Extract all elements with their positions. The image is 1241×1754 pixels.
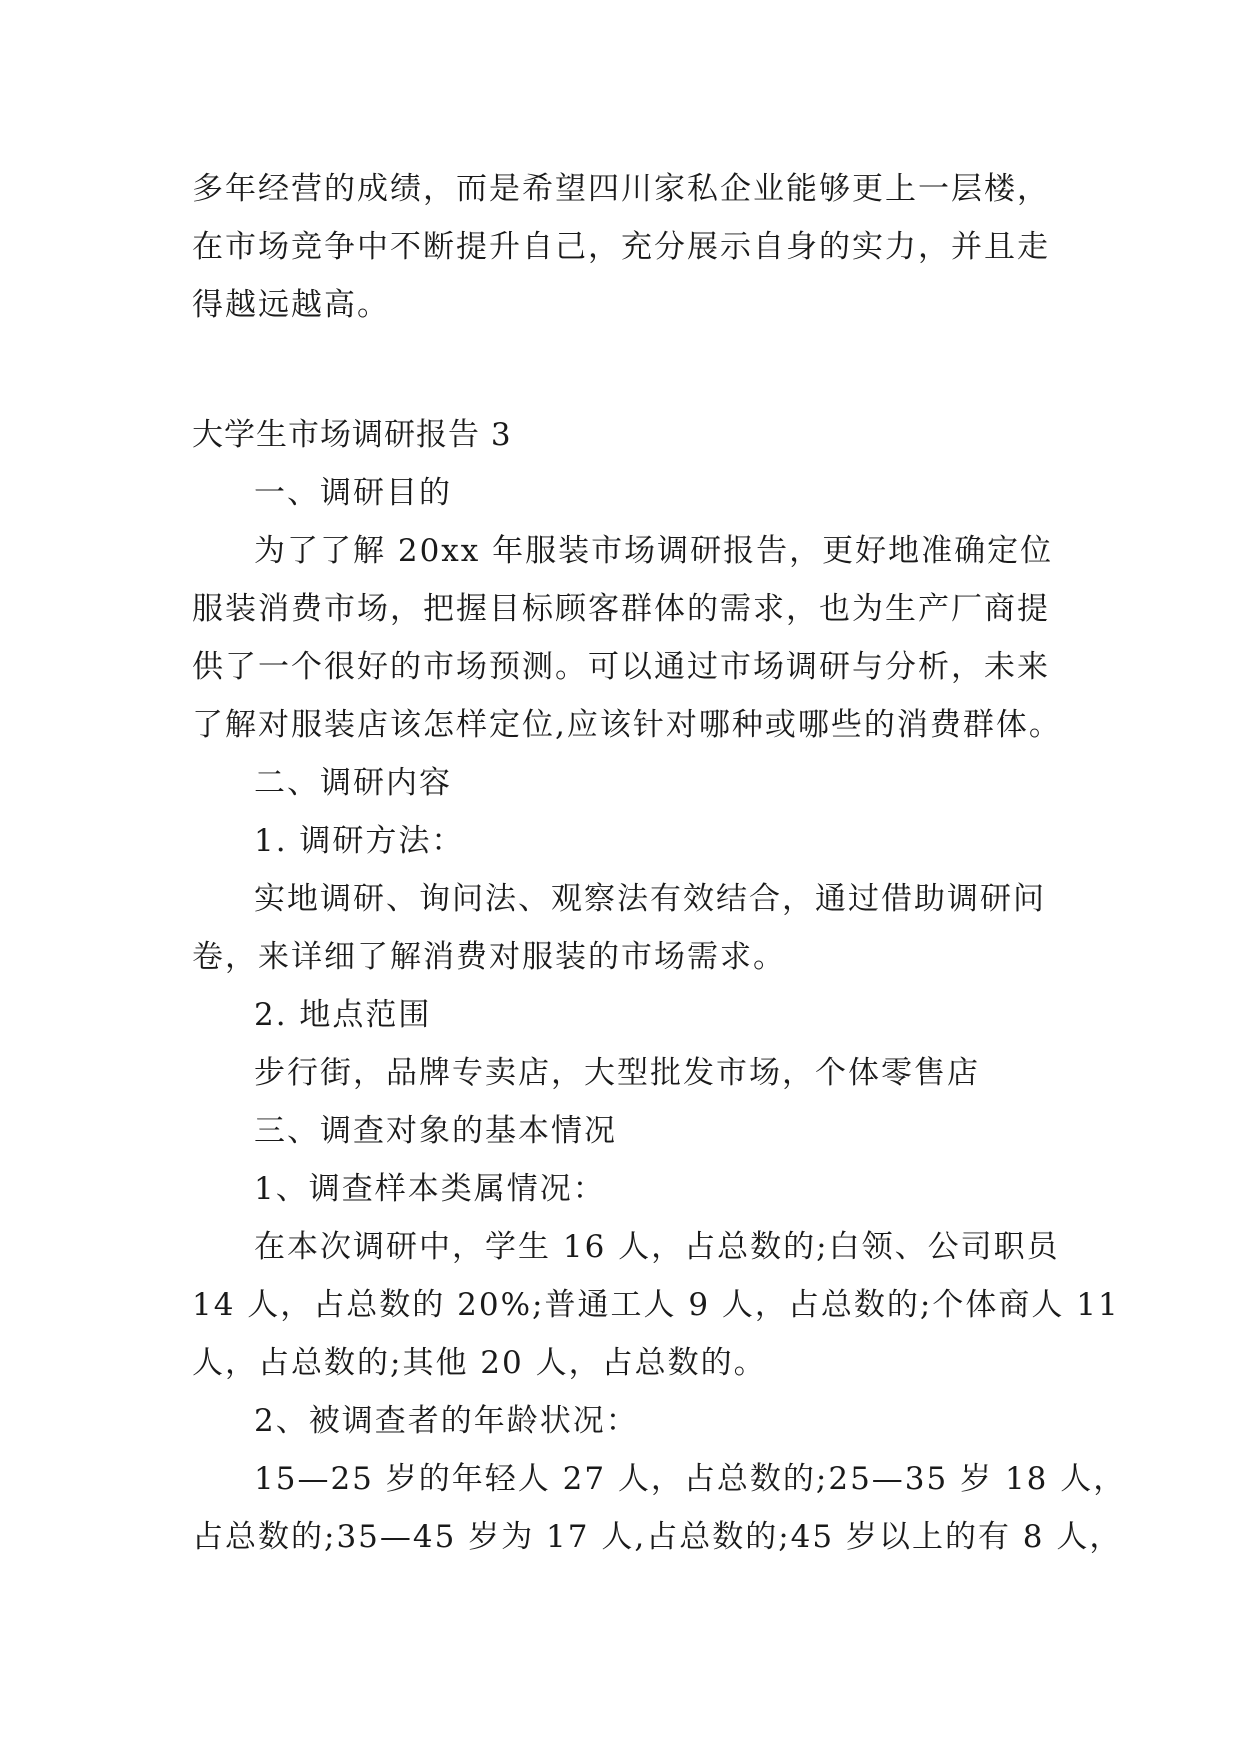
section-heading-purpose: 一、调研目的: [254, 475, 452, 511]
method-line: 实地调研、询问法、观察法有效结合，通过借助调研问: [254, 881, 1046, 917]
purpose-line: 供了一个很好的市场预测。可以通过市场调研与分析，未来: [192, 649, 1050, 685]
section-heading-subjects: 三、调查对象的基本情况: [254, 1113, 617, 1149]
sample-line: 在本次调研中，学生 16 人，占总数的;白领、公司职员: [254, 1229, 1060, 1265]
location-heading: 2. 地点范围: [254, 997, 432, 1033]
purpose-line: 服装消费市场，把握目标顾客群体的需求，也为生产厂商提: [192, 591, 1050, 627]
intro-line: 多年经营的成绩，而是希望四川家私企业能够更上一层楼，: [192, 171, 1050, 207]
sample-line: 14 人，占总数的 20%;普通工人 9 人，占总数的;个体商人 11: [192, 1287, 1120, 1323]
location-text: 步行街，品牌专卖店，大型批发市场，个体零售店: [254, 1055, 980, 1091]
method-line: 卷，来详细了解消费对服装的市场需求。: [192, 939, 786, 975]
method-heading: 1. 调研方法：: [254, 823, 465, 859]
age-line: 15—25 岁的年轻人 27 人，占总数的;25—35 岁 18 人，: [254, 1461, 1127, 1497]
document-body: [192, 160, 1127, 1566]
intro-line: 在市场竞争中不断提升自己，充分展示自身的实力，并且走: [192, 229, 1050, 265]
report-title: 大学生市场调研报告 3: [192, 417, 512, 453]
section-heading-content: 二、调研内容: [254, 765, 452, 801]
paragraph-gap: [192, 334, 1052, 406]
sample-line: 人，占总数的;其他 20 人，占总数的。: [192, 1345, 767, 1381]
sample-heading: 1、调查样本类属情况：: [254, 1171, 606, 1207]
age-heading: 2、被调查者的年龄状况：: [254, 1403, 639, 1439]
intro-line: 得越远越高。: [192, 287, 390, 323]
purpose-line: 为了了解 20xx 年服装市场调研报告，更好地准确定位: [254, 533, 1054, 569]
purpose-line: 了解对服装店该怎样定位,应该针对哪种或哪些的消费群体。: [192, 707, 1062, 743]
age-line: 占总数的;35—45 岁为 17 人,占总数的;45 岁以上的有 8 人，: [192, 1519, 1123, 1555]
